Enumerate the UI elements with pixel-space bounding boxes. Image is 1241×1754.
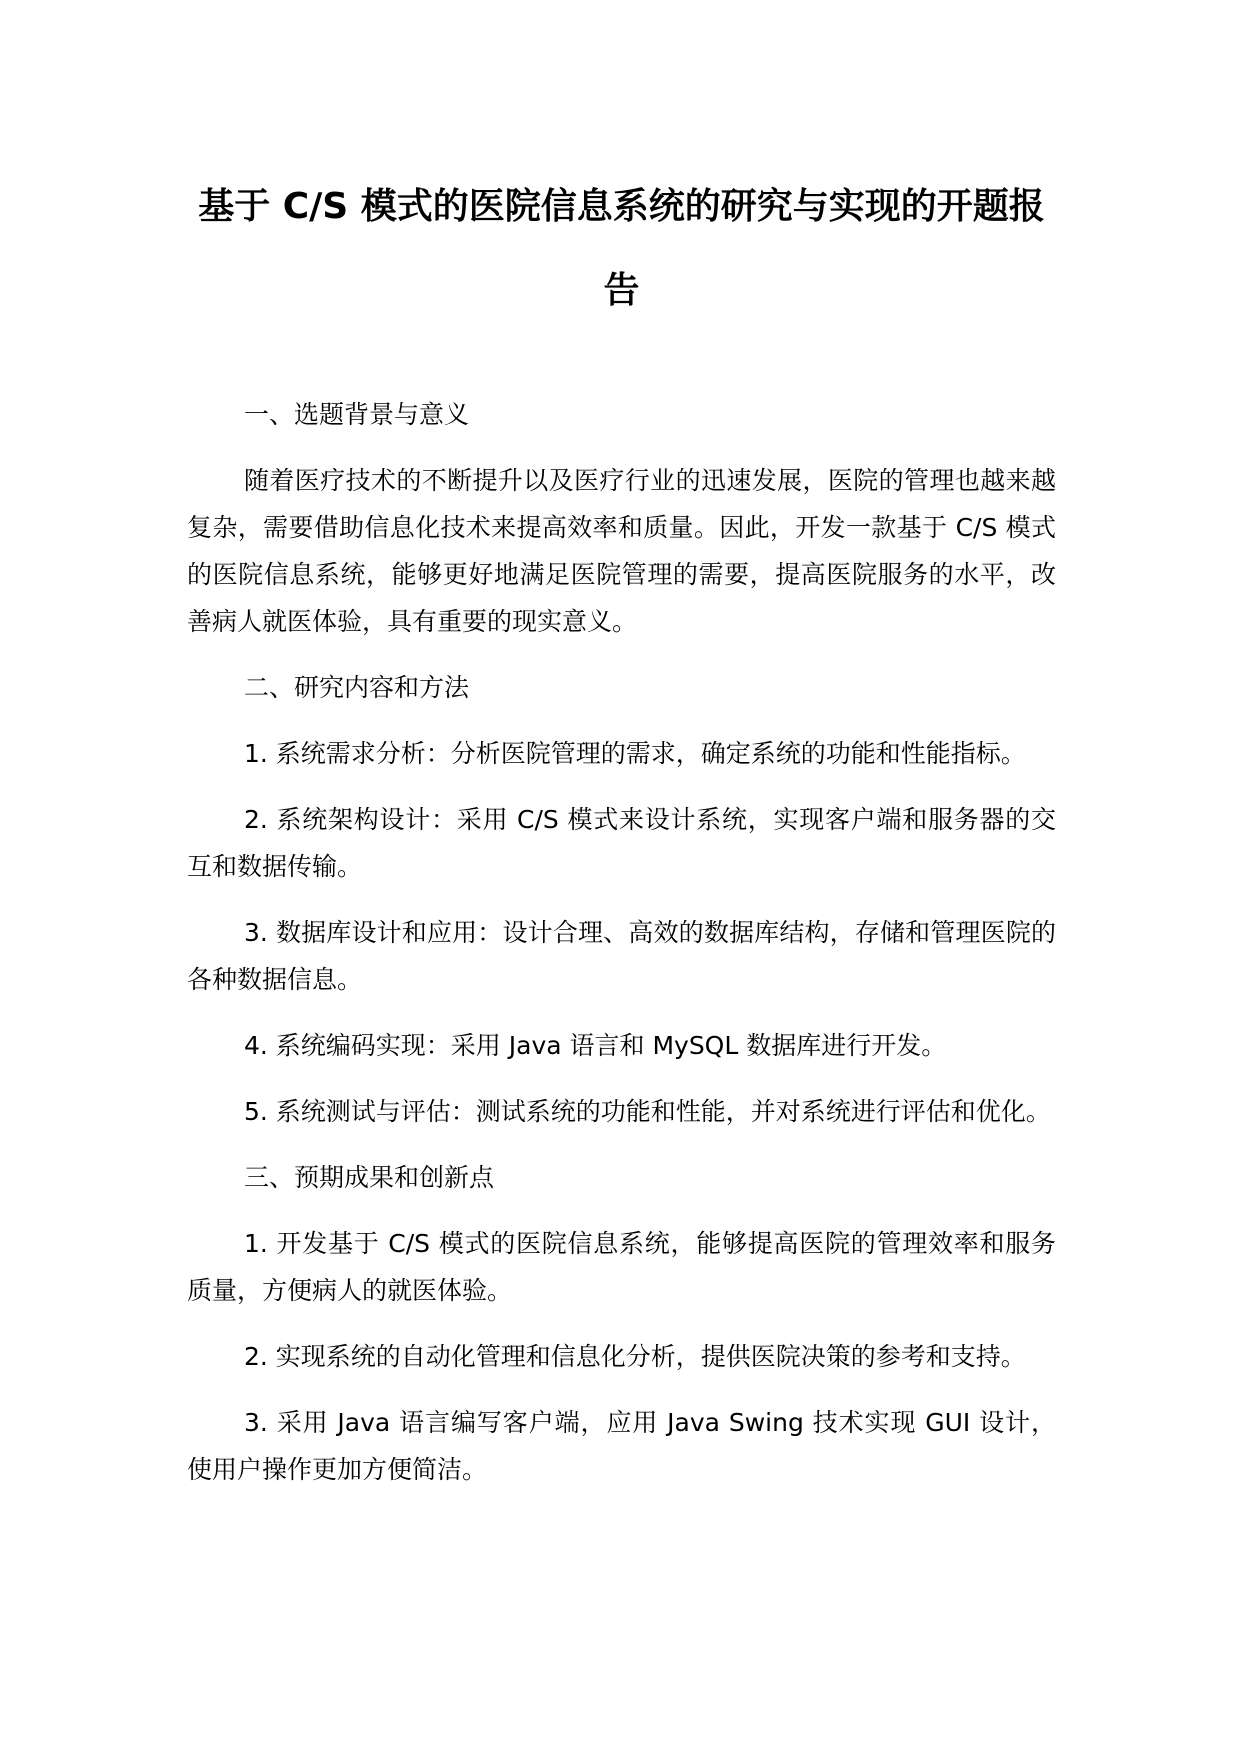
section-background [187,391,1056,645]
section-expected-results [187,1154,1056,1493]
section-research-content [187,664,1056,1135]
list-item: 5. 系统测试与评估：测试系统的功能和性能，并对系统进行评估和优化。 [244,1097,1051,1126]
paragraph: 随着医疗技术的不断提升以及医疗行业的迅速发展，医院的管理也越来越复杂，需要借助信息化技术来提高效率和质量。因此，开发一款基于 C/S 模式的医院信息系统，能够更好地满足医院管理的需要，提高医院服务的水平，改善病人就医体验，具有重要的现实意义。 [187,466,1056,636]
list-item: 1. 系统需求分析：分析医院管理的需求，确定系统的功能和性能指标。 [244,739,1026,768]
list-item: 3. 采用 Java 语言编写客户端，应用 Java Swing 技术实现 GUI 设计，使用户操作更加方便简洁。 [187,1408,1056,1484]
section-heading: 二、研究内容和方法 [244,673,470,702]
list-item: 1. 开发基于 C/S 模式的医院信息系统，能够提高医院的管理效率和服务质量，方便病人的就医体验。 [187,1229,1056,1305]
section-heading: 一、选题背景与意义 [244,400,470,429]
list-item: 2. 系统架构设计：采用 C/S 模式来设计系统，实现客户端和服务器的交互和数据传输。 [187,805,1056,881]
document-title: 基于 C/S 模式的医院信息系统的研究与实现的开题报告 [198,186,1045,311]
list-item: 3. 数据库设计和应用：设计合理、高效的数据库结构，存储和管理医院的各种数据信息。 [187,918,1056,994]
document-body [187,391,1056,1493]
section-heading: 三、预期成果和创新点 [244,1163,495,1192]
list-item: 4. 系统编码实现：采用 Java 语言和 MySQL 数据库进行开发。 [244,1031,947,1060]
list-item: 2. 实现系统的自动化管理和信息化分析，提供医院决策的参考和支持。 [244,1342,1026,1371]
